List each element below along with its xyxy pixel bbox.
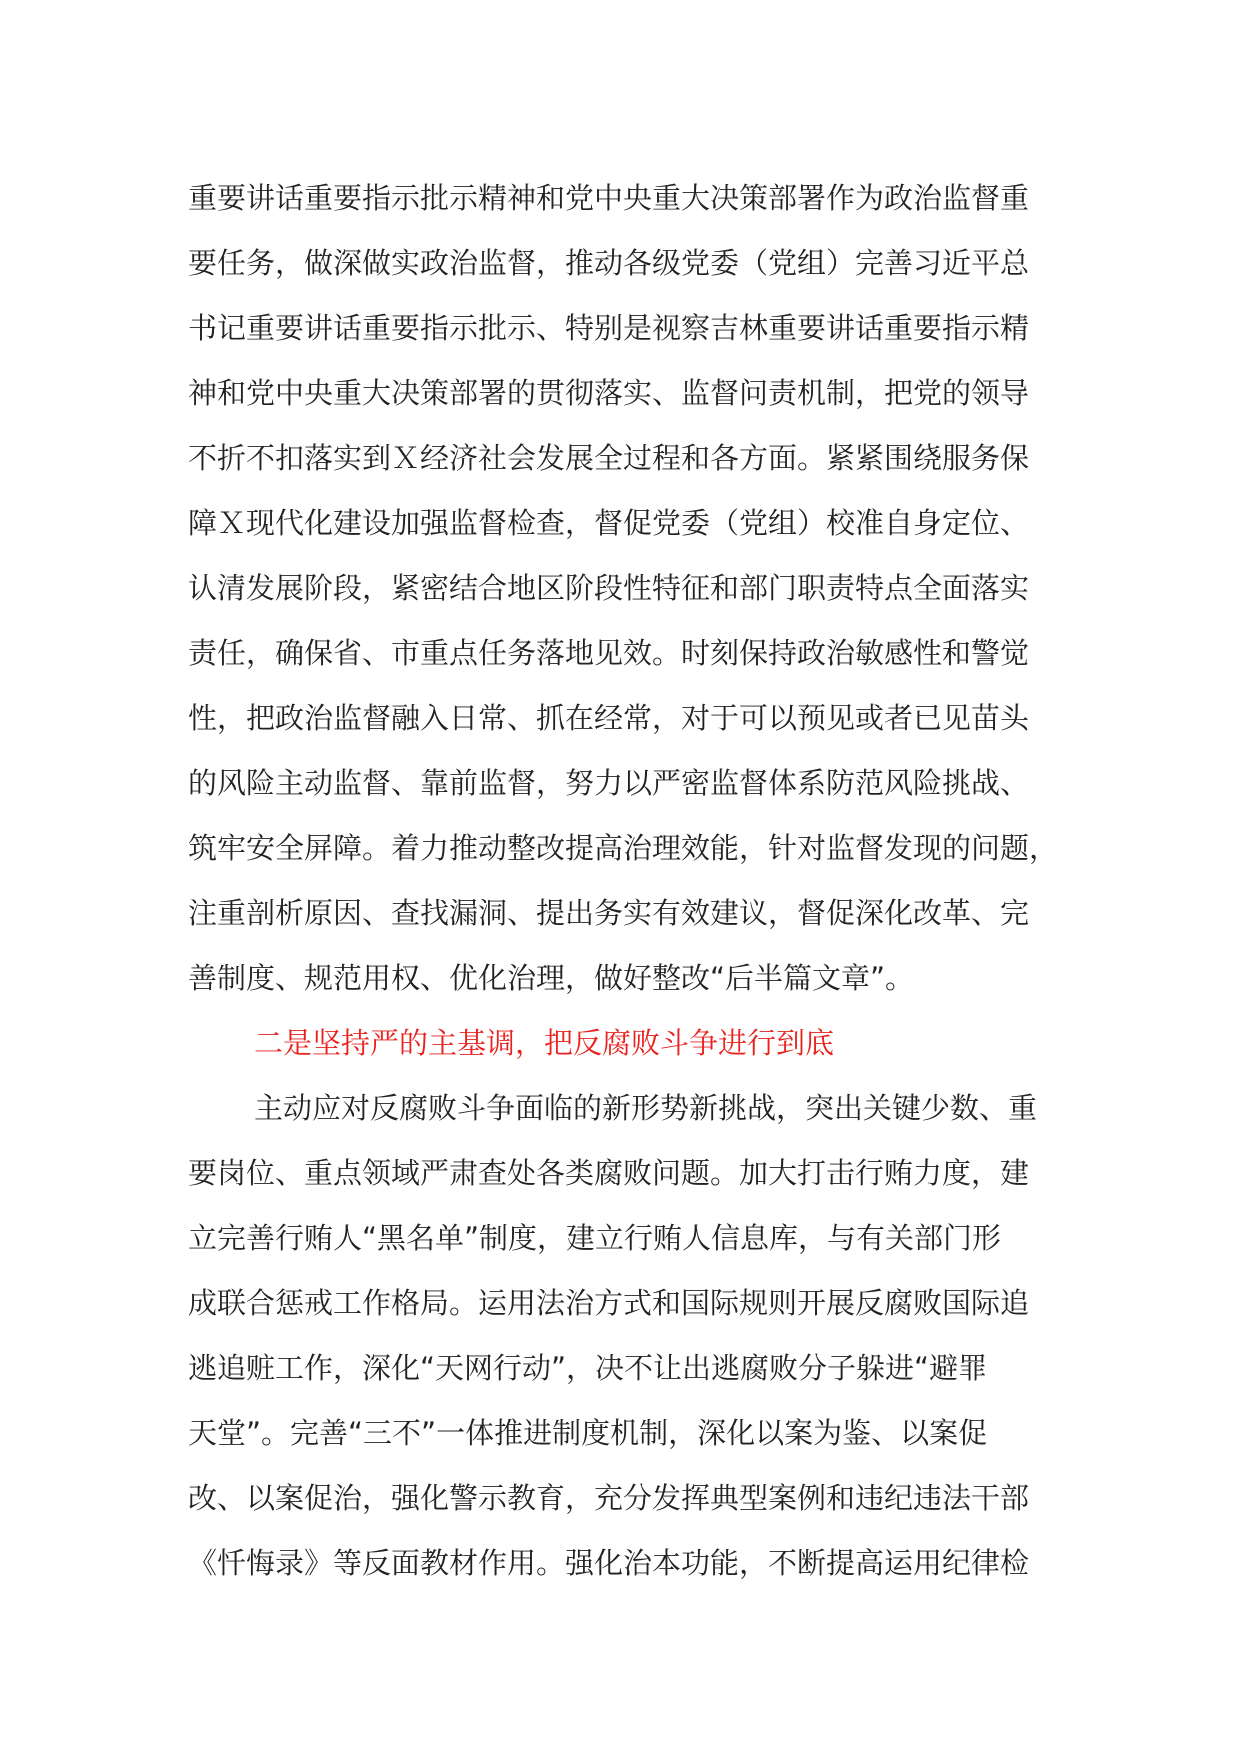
text-line: 性，把政治监督融入日常、抓在经常，对于可以预见或者已见苗头 [188,701,1030,735]
text-line: 要岗位、重点领域严肃查处各类腐败问题。加大打击行贿力度，建 [188,1156,1030,1190]
text-line: 改、以案促治，强化警示教育，充分发挥典型案例和违纪违法干部 [188,1481,1030,1515]
text-line: 成联合惩戒工作格局。运用法治方式和国际规则开展反腐败国际追 [188,1286,1030,1320]
text-line: 善制度、规范用权、优化治理，做好整改“后半篇文章”。 [188,961,915,995]
document-body [188,166,1058,1596]
text-line: 要任务，做深做实政治监督，推动各级党委（党组）完善习近平总 [188,246,1030,280]
text-line: 注重剖析原因、查找漏洞、提出务实有效建议，督促深化改革、完 [188,896,1030,930]
paragraph-political-supervision [188,166,1058,1011]
text-line: 重要讲话重要指示批示精神和党中央重大决策部署作为政治监督重 [188,181,1030,215]
text-line: 天堂”。完善“三不”一体推进制度机制，深化以案为鉴、以案促 [188,1416,988,1450]
text-line: 障Ｘ现代化建设加强监督检查，督促党委（党组）校准自身定位、 [188,506,1030,540]
text-line: 不折不扣落实到Ｘ经济社会发展全过程和各方面。紧紧围绕服务保 [188,441,1030,475]
paragraph-anti-corruption [188,1076,1058,1596]
text-line: 主动应对反腐败斗争面临的新形势新挑战，突出关键少数、重 [254,1091,1038,1125]
text-line: 责任，确保省、市重点任务落地见效。时刻保持政治敏感性和警觉 [188,636,1030,670]
text-line: 认清发展阶段，紧密结合地区阶段性特征和部门职责特点全面落实 [188,571,1030,605]
text-line: 的风险主动监督、靠前监督，努力以严密监督体系防范风险挑战、 [188,766,1030,800]
text-line: 《忏悔录》等反面教材作用。强化治本功能，不断提高运用纪律检 [188,1546,1030,1580]
text-line: 筑牢安全屏障。着力推动整改提高治理效能，针对监督发现的问题， [188,831,1059,865]
text-line: 书记重要讲话重要指示批示、特别是视察吉林重要讲话重要指示精 [188,311,1030,345]
text-line: 逃追赃工作，深化“天网行动”，决不让出逃腐败分子躲进“避罪 [188,1351,988,1385]
section-heading: 二是坚持严的主基调，把反腐败斗争进行到底 [254,1026,835,1060]
text-line: 神和党中央重大决策部署的贯彻落实、监督问责机制，把党的领导 [188,376,1030,410]
text-line: 立完善行贿人“黑名单”制度，建立行贿人信息库，与有关部门形 [188,1221,1002,1255]
